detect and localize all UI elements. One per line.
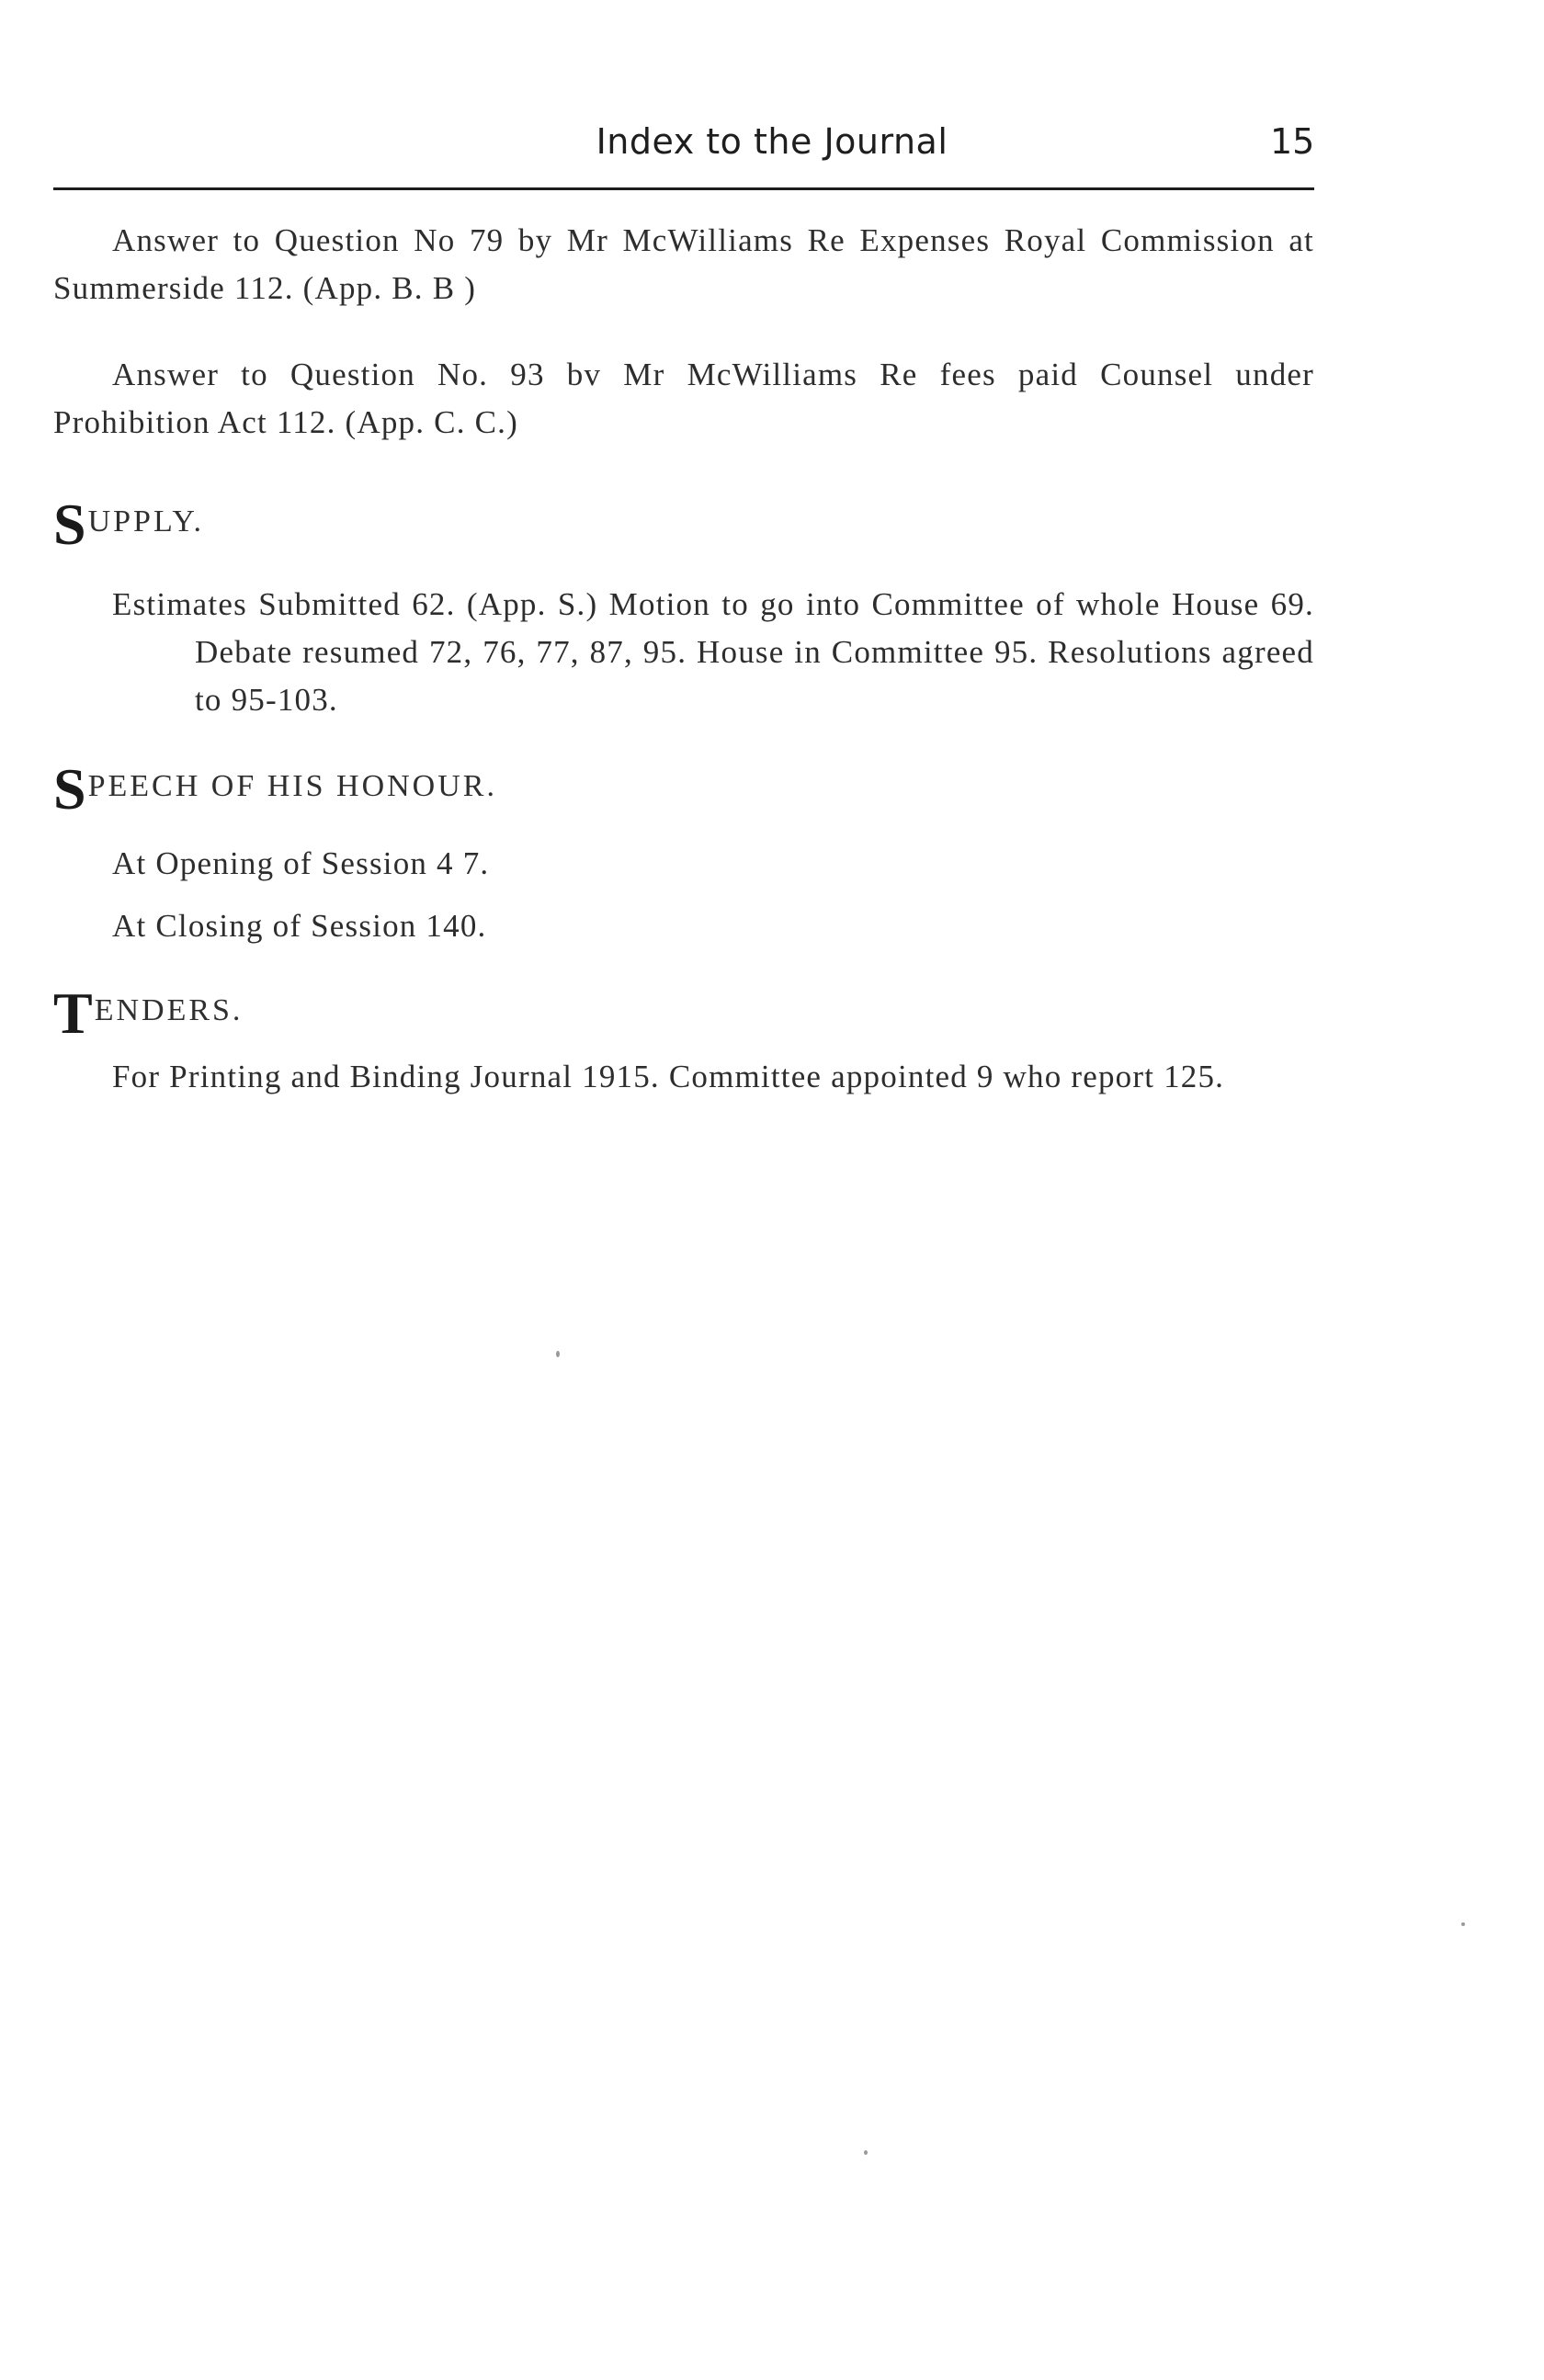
- index-entry-question-79: Answer to Question No 79 by Mr McWilliams Re Expenses Royal Commission at Summerside 112. (App. B. B ): [53, 222, 1314, 306]
- section-initial: S: [53, 492, 86, 557]
- section-heading-speech: [53, 755, 497, 823]
- page-number: 15: [1270, 121, 1315, 162]
- print-speck: [556, 1351, 560, 1357]
- index-entry-closing: At Closing of Session 140.: [112, 908, 487, 944]
- section-initial: T: [53, 980, 93, 1046]
- section-title: ENDERS.: [94, 993, 244, 1027]
- running-head-title: Index to the Journal: [596, 121, 948, 162]
- header-rule: [53, 187, 1314, 190]
- section-initial: S: [53, 756, 86, 822]
- section-heading-tenders: [53, 980, 243, 1048]
- index-entry-opening: At Opening of Session 4 7.: [112, 845, 490, 881]
- print-speck: [864, 2150, 868, 2155]
- index-entry-question-93: Answer to Question No. 93 bv Mr McWilliams Re fees paid Counsel under Prohibition Act 112. (App. C. C.): [53, 357, 1314, 440]
- section-heading-supply: [53, 491, 204, 559]
- index-entry-printing-binding: For Printing and Binding Journal 1915. Committee appointed 9 who report 125.: [112, 1059, 1225, 1094]
- print-speck: [1461, 1922, 1465, 1926]
- section-title: PEECH OF HIS HONOUR.: [87, 769, 497, 803]
- index-entry-estimates: Estimates Submitted 62. (App. S.) Motion to go into Committee of whole House 69. Debate resumed 72, 76, 77, 87, 95. House in Committee 95. Resolutions agreed to 95-103.: [112, 586, 1314, 718]
- section-title: UPPLY.: [87, 504, 205, 538]
